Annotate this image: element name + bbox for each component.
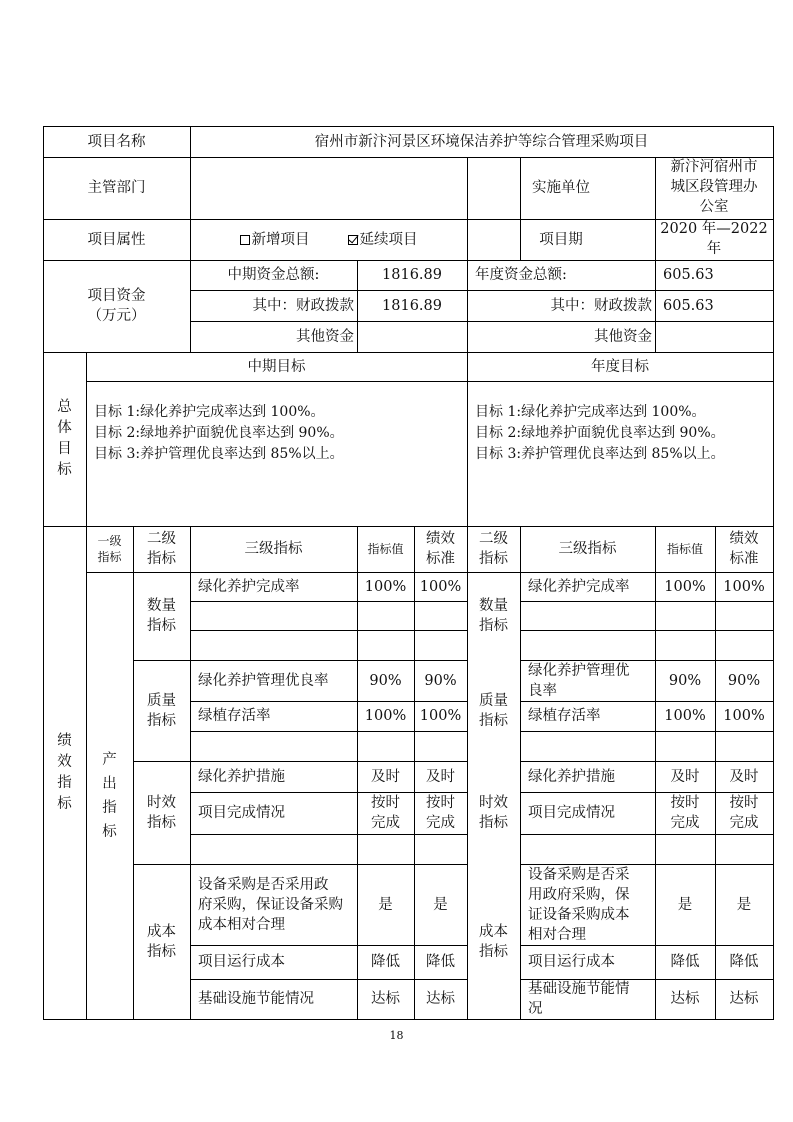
year-cost-group: [467, 864, 520, 1019]
text-line: 设备采购是否采用政: [198, 876, 329, 893]
mid-indicator-standard: 及时: [426, 768, 455, 785]
year-level2-header-lines: [479, 529, 508, 569]
text-line: 指标: [147, 814, 176, 831]
year-indicator-name: 绿化养护完成率: [528, 578, 630, 595]
year-total-value: 605.63: [663, 267, 714, 283]
text-line: 用政府采购，保: [528, 886, 630, 903]
year-fiscal-value: 605.63: [663, 297, 714, 314]
text-line: 按时: [729, 795, 759, 811]
year-indicator-standard: 是: [736, 896, 752, 913]
text-line: 质量: [147, 692, 176, 709]
mid-indicator-standard: 达标: [426, 991, 455, 1007]
vertical-char: 产: [102, 751, 117, 768]
mid-indicator-name: 绿化养护措施: [198, 768, 285, 785]
year-indicator-standard: 达标: [729, 991, 759, 1007]
year-other-value: [655, 321, 773, 352]
year-quality-group: [467, 660, 520, 761]
year-cost-group-lines: [479, 922, 508, 962]
department-value: [190, 157, 467, 219]
mid-indicator-name: [190, 864, 357, 945]
text-line: 指标: [479, 943, 508, 960]
text-line: 设备采购是否采: [528, 866, 630, 883]
mid-indicator-value: 100%: [364, 578, 407, 595]
mid-quality-group-lines: [147, 691, 176, 731]
year-indicator-value: 90%: [668, 672, 702, 689]
text-line: 新汴河宿州市: [670, 159, 758, 175]
text-line: 时效: [479, 794, 508, 811]
grid-line: [190, 601, 468, 602]
year-timeliness-group-lines: [479, 793, 508, 833]
implementing-unit-value-lines: [671, 157, 758, 217]
project-funds-label-lines: [88, 286, 146, 326]
page-number: 18: [389, 1029, 404, 1042]
mid-fiscal-value: 1816.89: [382, 297, 442, 314]
year-indicator-value-lines: [671, 793, 700, 833]
mid-total-label: 中期资金总额:: [227, 267, 320, 283]
year-indicator-name: 绿植存活率: [528, 708, 601, 724]
level3-header: 三级指标: [244, 541, 303, 557]
mid-indicator-standard: 90%: [424, 672, 457, 689]
text-line: 基础设施节能情: [528, 981, 630, 997]
year-goals-text: [475, 402, 725, 465]
year-level3-header: 三级指标: [558, 541, 617, 557]
mid-quality-group: [133, 660, 190, 761]
mid-indicator-value: 是: [378, 896, 393, 913]
mid-total-value: 1816.89: [382, 267, 442, 283]
year-other-label: 其他资金: [594, 328, 652, 345]
project-name-value: 宿州市新汴河景区环境保洁养护等综合管理采购项目: [314, 133, 649, 150]
text-line: 证设备采购成本: [528, 906, 630, 923]
year-total-label: 年度资金总额:: [475, 267, 567, 283]
vertical-char: 效: [57, 753, 72, 770]
standard-header: [414, 526, 467, 572]
goal-line: 目标 1:绿化养护完成率达到 100%。: [94, 404, 325, 420]
mid-indicator-value: 100%: [364, 708, 407, 724]
vertical-char: 指: [57, 774, 72, 791]
vertical-char: 标: [57, 795, 72, 812]
goal-line: 目标 2:绿地养护面貌优良率达到 90%。: [94, 425, 344, 441]
mid-indicator-value: 达标: [371, 991, 400, 1007]
checkbox-empty-icon[interactable]: [240, 235, 250, 245]
year-indicator-name: 项目完成情况: [528, 805, 615, 821]
year-quantity-group: [467, 572, 520, 660]
text-line: 况: [528, 1001, 543, 1017]
vertical-char: 总: [57, 399, 72, 415]
year-indicator-value: 及时: [670, 768, 700, 785]
text-line: 绩效: [426, 531, 455, 547]
vertical-char: 标: [102, 823, 117, 840]
year-indicator-name-lines: [528, 865, 630, 945]
department-label: 主管部门: [87, 180, 146, 196]
mid-indicator-name: 绿化养护完成率: [198, 578, 300, 595]
year-indicator-name: 绿化养护措施: [528, 768, 615, 785]
year-standard-header: [715, 526, 773, 572]
goal-line: 目标 3:养护管理优良率达到 85%以上。: [475, 446, 725, 462]
project-attribute-options: [190, 219, 467, 260]
text-line: 二级: [147, 531, 176, 547]
year-indicator-standard: 100%: [723, 708, 765, 724]
grid-line: [43, 1019, 774, 1020]
mid-other-label: 其他资金: [296, 328, 354, 345]
grid-line: [86, 381, 774, 382]
text-line: 良率: [528, 682, 557, 699]
mid-cost-group: [133, 864, 190, 1019]
year-indicator-value: 达标: [670, 991, 700, 1007]
grid-line: [773, 126, 774, 1020]
goal-line: 目标 2:绿地养护面貌优良率达到 90%。: [475, 425, 725, 441]
text-line: 指标: [479, 551, 508, 567]
implementing-unit-value: [655, 155, 773, 219]
text-line: 数量: [147, 598, 176, 614]
text-line: 年: [706, 240, 722, 257]
mid-indicator-name: 基础设施节能情况: [198, 991, 314, 1007]
year-indicator-standard: 90%: [727, 672, 761, 689]
level2-header: [133, 526, 190, 572]
text-line: 二级: [479, 531, 508, 547]
mid-indicator-name: 项目运行成本: [198, 954, 285, 970]
mid-indicator-value: 及时: [371, 768, 400, 785]
year-quality-group-lines: [479, 691, 508, 731]
text-line: 府采购，保证设备采购: [198, 896, 343, 913]
year-indicator-name: 项目运行成本: [528, 954, 615, 970]
continued-project-text: 延续项目: [359, 231, 418, 248]
mid-timeliness-group: [133, 761, 190, 864]
text-line: 按时: [426, 795, 455, 811]
year-indicator-value: 100%: [664, 708, 706, 724]
text-line: 标准: [426, 551, 455, 567]
text-line: 质量: [479, 692, 508, 709]
year-fiscal-label: 其中：财政拨款: [550, 297, 652, 314]
year-indicator-value: 100%: [664, 578, 706, 595]
year-quantity-group-lines: [479, 596, 508, 636]
mid-indicator-standard-lines: [426, 793, 455, 833]
text-line: 指标: [479, 814, 508, 831]
text-line: 一级: [97, 534, 122, 548]
continued-project-option[interactable]: [348, 230, 418, 250]
vertical-char: 指: [102, 799, 117, 816]
level1-header: [86, 526, 133, 572]
level1-header-lines: [97, 533, 121, 565]
text-line: 指标: [147, 712, 176, 729]
mid-cost-group-lines: [147, 922, 176, 962]
mid-indicator-standard: 100%: [419, 578, 462, 595]
grid-line: [520, 834, 774, 835]
year-indicator-standard: [715, 792, 773, 834]
year-indicator-standard: 降低: [729, 954, 759, 970]
grid-line: [520, 630, 774, 631]
goal-line: 目标 3:养护管理优良率达到 85%以上。: [94, 446, 344, 462]
year-indicator-name-lines: [528, 661, 630, 701]
project-funds-label: [43, 260, 190, 352]
new-project-text: 新增项目: [251, 231, 310, 248]
year-goals-header: 年度目标: [591, 358, 649, 375]
year-level2-header: [467, 526, 520, 572]
text-line: 成本: [479, 923, 508, 940]
year-indicator-value: 是: [677, 896, 693, 913]
text-line: 成本: [147, 923, 176, 940]
mid-indicator-value: [357, 792, 414, 834]
text-line: 成本相对合理: [198, 916, 285, 933]
year-standard-header-lines: [730, 529, 759, 569]
performance-target-table: [43, 126, 773, 1019]
mid-goals-header: 中期目标: [247, 358, 306, 375]
implementing-unit-label: 实施单位: [532, 180, 590, 196]
vertical-char: 体: [57, 420, 72, 436]
output-indicators-label: [86, 572, 133, 1019]
grid-line: [190, 834, 468, 835]
project-period-value: [655, 217, 773, 260]
year-indicator-standard: 及时: [729, 768, 759, 785]
text-line: 标准: [729, 551, 759, 567]
text-line: 时效: [147, 794, 176, 811]
year-indicator-standard: 100%: [723, 578, 765, 595]
project-period-label: 项目期: [539, 231, 583, 248]
mid-indicator-name: 绿植存活率: [198, 708, 271, 724]
level2-header-lines: [147, 529, 176, 569]
text-line: 完成: [729, 815, 759, 831]
mid-fiscal-label: 其中：财政拨款: [252, 297, 354, 314]
grid-line: [190, 731, 468, 732]
year-indicator-value-header: 指标值: [666, 542, 703, 556]
checkbox-checked-icon[interactable]: [348, 235, 358, 245]
text-line: 指标: [147, 618, 176, 634]
year-indicator-name: [520, 864, 655, 945]
mid-indicator-name-lines: [198, 875, 343, 935]
grid-line: [520, 731, 774, 732]
project-attribute-label: 项目属性: [87, 231, 146, 248]
mid-indicator-standard: 降低: [426, 954, 455, 970]
mid-indicator-standard: 100%: [419, 708, 462, 724]
goal-line: 目标 1:绿化养护完成率达到 100%。: [475, 404, 706, 420]
mid-indicator-value: 90%: [369, 672, 402, 689]
mid-other-value: [357, 321, 467, 352]
project-period-value-lines: [660, 219, 767, 259]
overall-goals-side-label: [43, 352, 86, 526]
text-line: 完成: [426, 815, 455, 831]
mid-indicator-standard: [414, 792, 467, 834]
new-project-option[interactable]: [240, 230, 310, 250]
vertical-char: 绩: [57, 732, 72, 749]
vertical-char: 标: [57, 462, 72, 478]
vertical-char: 目: [57, 441, 72, 457]
indicator-value-header: 指标值: [367, 542, 404, 556]
mid-quantity-group: [133, 572, 190, 660]
text-line: 数量: [479, 598, 508, 614]
text-line: 完成: [670, 815, 700, 831]
text-line: 按时: [670, 795, 700, 811]
text-line: 指标: [479, 712, 508, 729]
text-line: 指标: [147, 943, 176, 960]
year-timeliness-group: [467, 761, 520, 864]
year-indicator-value: [655, 792, 715, 834]
year-indicator-standard-lines: [730, 793, 759, 833]
mid-indicator-value-lines: [371, 793, 400, 833]
year-indicator-value: 降低: [670, 954, 700, 970]
text-line: 项目资金: [87, 288, 146, 304]
text-line: 绿化养护管理优: [528, 662, 630, 679]
mid-timeliness-group-lines: [147, 793, 176, 833]
vertical-char: 出: [102, 775, 117, 792]
text-line: 完成: [371, 815, 400, 831]
text-line: 相对合理: [528, 926, 586, 943]
grid-line: [190, 630, 468, 631]
mid-indicator-value: 降低: [371, 954, 400, 970]
text-line: 指标: [147, 551, 176, 567]
text-line: （万元）: [87, 308, 146, 324]
text-line: 城区段管理办: [670, 179, 758, 195]
text-line: 指标: [97, 550, 122, 564]
text-line: 2020 年—2022: [660, 220, 768, 237]
mid-quantity-group-lines: [147, 596, 176, 636]
mid-indicator-standard: 是: [433, 896, 448, 913]
year-indicator-name-lines: [528, 979, 630, 1019]
year-indicator-name: [520, 979, 655, 1019]
standard-header-lines: [426, 529, 455, 569]
text-line: 公室: [699, 199, 729, 215]
mid-indicator-name: 项目完成情况: [198, 805, 285, 821]
text-line: 指标: [479, 618, 508, 634]
text-line: 绩效: [729, 531, 759, 547]
mid-indicator-name: 绿化养护管理优良率: [198, 672, 329, 689]
project-name-label: 项目名称: [87, 133, 146, 150]
grid-line: [520, 601, 774, 602]
text-line: 按时: [371, 795, 400, 811]
year-indicator-name: [520, 660, 655, 701]
performance-side-label: [43, 526, 86, 1019]
mid-goals-text: [94, 402, 344, 465]
